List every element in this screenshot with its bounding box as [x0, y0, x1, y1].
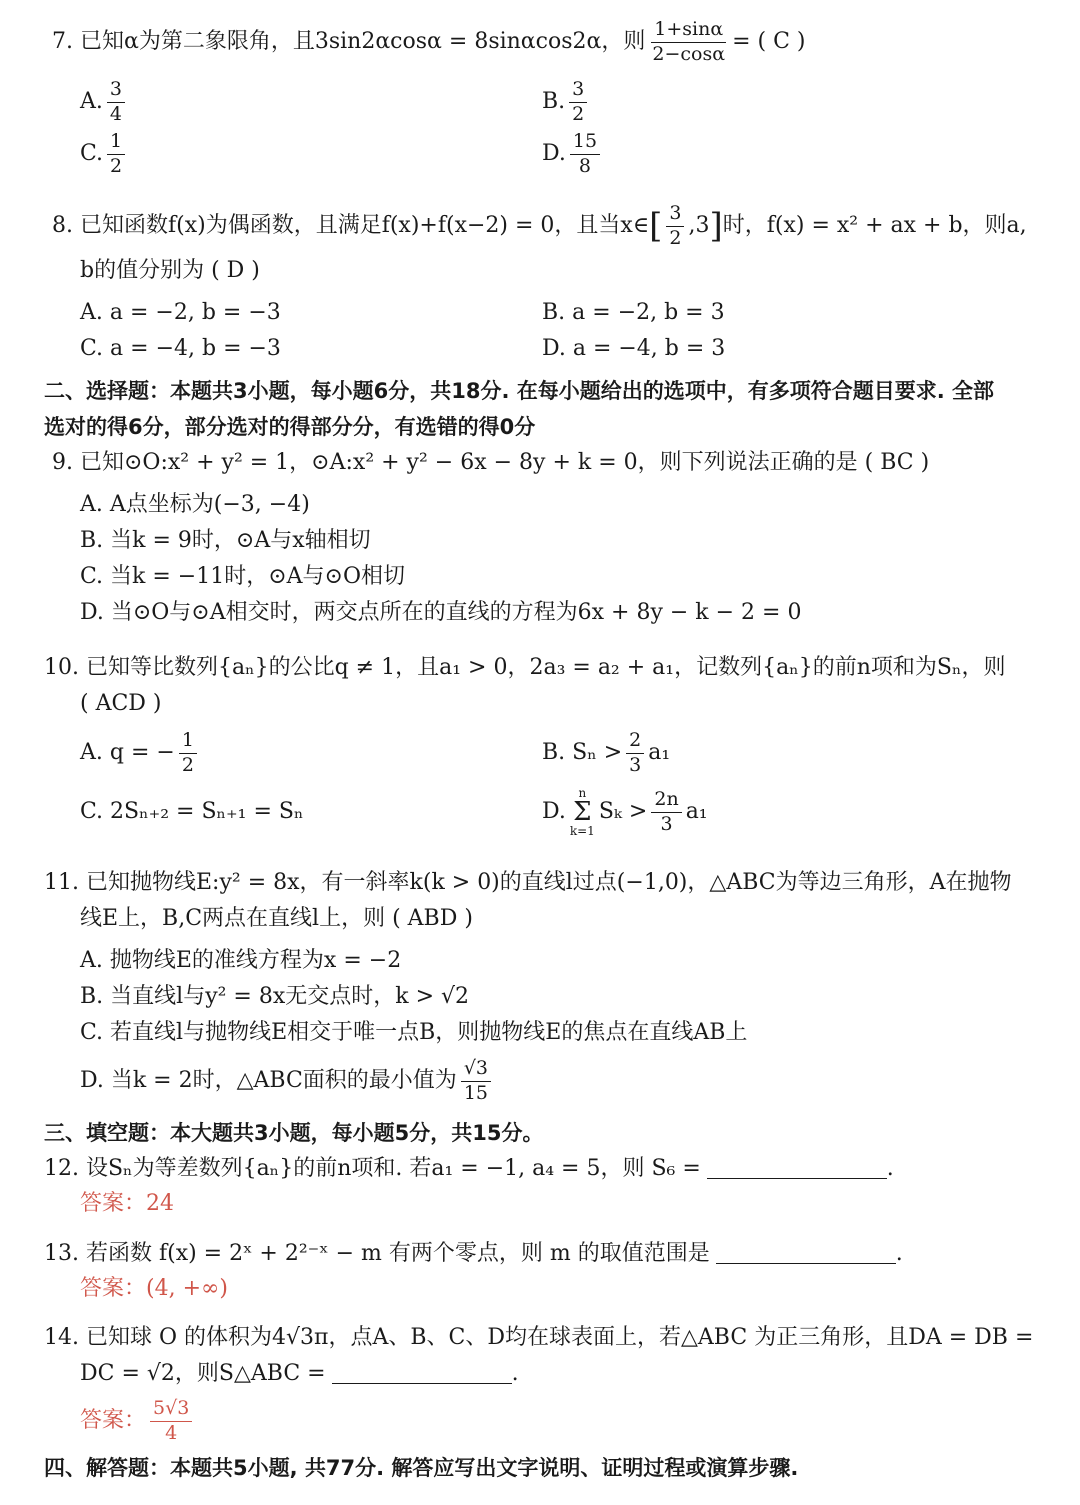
- q7-stem: [0, 17, 1080, 65]
- q10-answer: ( ACD ): [80, 691, 162, 716]
- q7-option-c: C. $\frac{1}{2}$: [80, 131, 129, 178]
- q8-option-d: D. a = −4, b = 3: [542, 336, 726, 361]
- q7-options-row2: [0, 129, 1080, 177]
- q10-option-a: A. q = − $\frac{1}{2}$: [80, 730, 201, 777]
- q12-stem: 12. 设Sₙ为等差数列{aₙ}的前n项和. 若a₁ = −1, a₄ = 5，则 S₆ = .: [44, 1156, 894, 1181]
- q8-stem-line2: b的值分别为 ( D ): [80, 258, 260, 283]
- q7-option-a: A. $\frac{3}{4}$: [80, 79, 129, 126]
- q7-options-row1: [0, 77, 1080, 125]
- section4-heading: 四、解答题：本题共5小题, 共77分. 解答应写出文字说明、证明过程或演算步骤.: [44, 1455, 799, 1480]
- q10-option-b: B. Sₙ > $\frac{2}{3}$ a₁: [542, 728, 671, 776]
- q7-fraction: $\frac{1+\sin\alpha}{2-\cos\alpha}$: [652, 17, 726, 65]
- q11-option-a: A. 抛物线E的准线方程为x = −2: [80, 948, 402, 973]
- q9-option-c: C. 当k = −11时，⊙A与⊙O相切: [80, 564, 406, 589]
- q8-options-row2: [0, 336, 1080, 362]
- q12-answer-blank[interactable]: [707, 1160, 887, 1179]
- q10-option-d: D. n Σ k=1 Sₖ > $\frac{2n}{3}$ a₁: [542, 786, 708, 838]
- q11-stem-line2: 线E上，B,C两点在直线l上，则 ( ABD ): [80, 906, 473, 931]
- q7-option-b: B. $\frac{3}{2}$: [542, 79, 591, 126]
- q8-option-c: C. a = −4, b = −3: [80, 336, 281, 361]
- q7-tail: = ( C ): [732, 29, 806, 54]
- q14-answer-blank[interactable]: [332, 1365, 512, 1384]
- q9-stem: 9. 已知⊙O:x² + y² = 1，⊙A:x² + y² − 6x − 8y + k = 0，则下列说法正确的是 ( BC ): [52, 450, 930, 475]
- section2-heading-line2: 选对的得6分，部分选对的得部分分，有选错的得0分: [44, 414, 536, 439]
- q13-answer: 答案：(4, +∞): [80, 1276, 228, 1301]
- q14-stem-line2: DC = √2，则S△ABC = .: [80, 1361, 519, 1386]
- q9-option-a: A. A点坐标为(−3, −4): [80, 492, 310, 517]
- q10-options-row1: [0, 728, 1080, 778]
- q11-option-d: D. 当k = 2时，△ABC面积的最小值为 $\frac{√3}{15}$: [0, 1056, 1080, 1106]
- q10-stem: 10. 已知等比数列{aₙ}的公比q ≠ 1，且a₁ > 0，2a₃ = a₂ + a₁，记数列{aₙ}的前n项和为Sₙ，则: [44, 655, 1006, 680]
- q8-fraction: $\frac{3}{2}$: [666, 203, 684, 250]
- q10-option-c: C. 2Sₙ₊₂ = Sₙ₊₁ = Sₙ: [80, 799, 304, 824]
- section3-heading: 三、填空题：本大题共3小题，每小题5分，共15分。: [44, 1120, 544, 1145]
- q9-option-d: D. 当⊙O与⊙A相交时，两交点所在的直线的方程为6x + 8y − k − 2 = 0: [80, 600, 802, 625]
- q7-option-d: D. $\frac{15}{8}$: [542, 131, 604, 178]
- q8-options-row1: [0, 300, 1080, 326]
- q13-stem: 13. 若函数 f(x) = 2ˣ + 2²⁻ˣ − m 有两个零点，则 m 的取值范围是 .: [44, 1241, 903, 1266]
- q11-option-c: C. 若直线l与抛物线E相交于唯一点B，则抛物线E的焦点在直线AB上: [80, 1020, 748, 1045]
- q11-stem: 11. 已知抛物线E:y² = 8x，有一斜率k(k > 0)的直线l过点(−1,0)，△ABC为等边三角形，A在抛物: [44, 870, 1012, 895]
- summation-symbol: n Σ k=1: [569, 786, 595, 838]
- q8-option-b: B. a = −2, b = 3: [542, 300, 725, 325]
- q7-text: 7. 已知α为第二象限角，且3sin2αcosα = 8sinαcos2α，则: [52, 29, 646, 54]
- q9-option-b: B. 当k = 9时，⊙A与x轴相切: [80, 528, 371, 553]
- q10-options-row2: [0, 784, 1080, 840]
- q12-answer: 答案：24: [80, 1191, 174, 1216]
- q14-answer: 答案： $\frac{5√3}{4}$: [0, 1396, 1080, 1446]
- q8-stem: 8. 已知函数f(x)为偶函数，且满足f(x)+f(x−2) = 0，且当x∈ [ $\frac{3}{2}$ ,3 ] 时，f(x) = x² + ax + b，则a,: [52, 201, 1027, 249]
- q11-option-b: B. 当直线l与y² = 8x无交点时，k > √2: [80, 984, 470, 1009]
- section2-heading: 二、选择题：本题共3小题，每小题6分，共18分. 在每小题给出的选项中，有多项符合题目要求. 全部: [44, 378, 995, 403]
- q14-stem: 14. 已知球 O 的体积为4√3π，点A、B、C、D均在球表面上，若△ABC 为正三角形，且DA = DB =: [44, 1325, 1034, 1350]
- q8-option-a: A. a = −2, b = −3: [80, 300, 281, 325]
- q13-answer-blank[interactable]: [716, 1245, 896, 1264]
